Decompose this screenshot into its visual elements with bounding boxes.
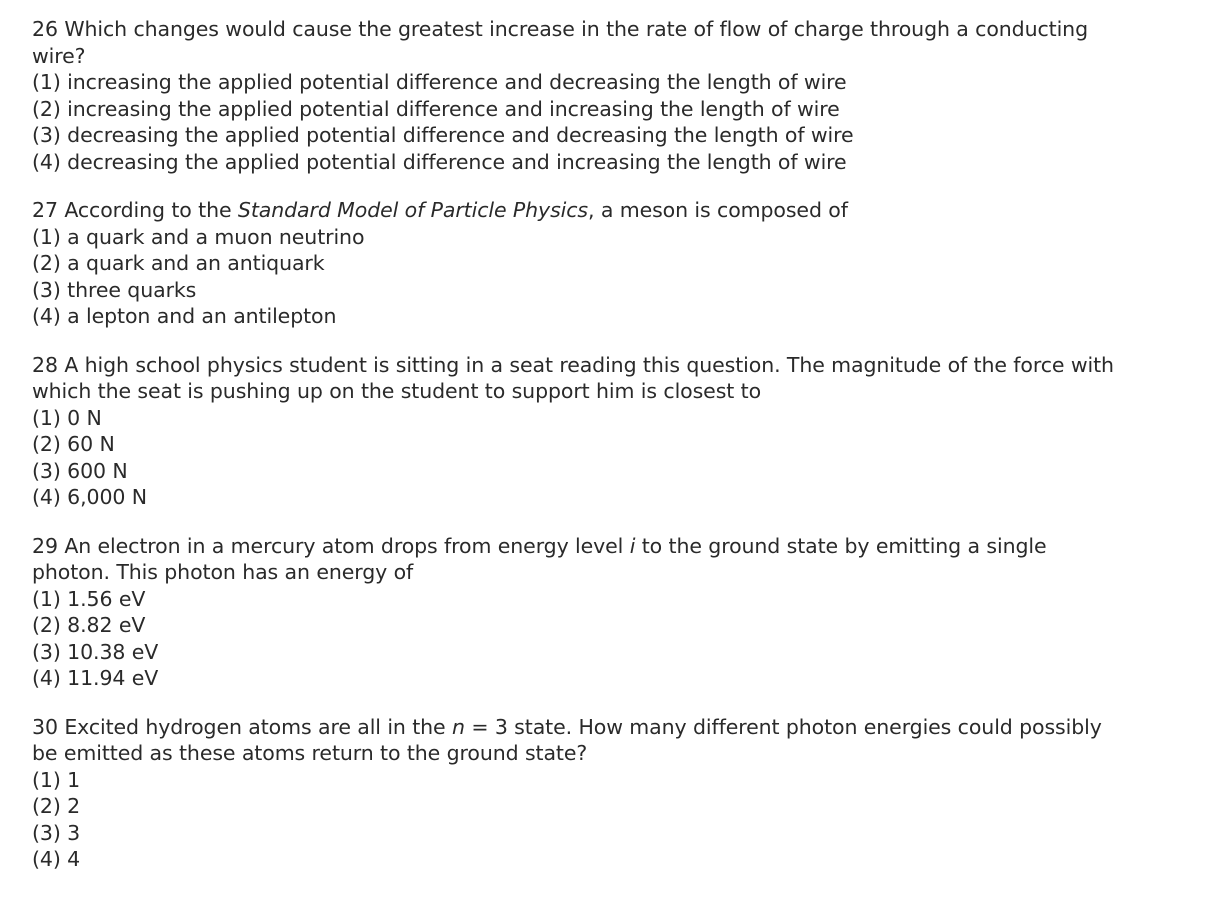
question-stem <box>32 352 1228 379</box>
answer-option-3: (3) 600 N <box>32 458 128 483</box>
answer-option-3: (3) 10.38 eV <box>32 639 159 664</box>
question-29 <box>32 533 1228 692</box>
answer-option-1: (1) 0 N <box>32 405 102 430</box>
question-stem <box>32 16 1228 43</box>
stem-text-end: , a meson is composed of <box>588 198 848 222</box>
question-30 <box>32 714 1228 873</box>
stem-text-end: = 3 state. How many different photon energies could possibly <box>464 714 1102 739</box>
answer-option-3: (3) three quarks <box>32 277 197 302</box>
stem-italic-term: Standard Model of Particle Physics <box>237 198 588 222</box>
stem-text-end: to the ground state by emitting a single <box>635 533 1047 558</box>
answer-option-4: (4) a lepton and an antilepton <box>32 304 337 328</box>
answer-option-1: (1) 1 <box>32 767 81 792</box>
stem-continuation: wire? <box>32 43 86 68</box>
question-stem <box>32 714 1228 741</box>
answer-option-2: (2) increasing the applied potential difference and increasing the length of wire <box>32 96 840 121</box>
question-number: 26 <box>32 17 58 41</box>
question-27 <box>32 197 1228 330</box>
answer-option-3: (3) decreasing the applied potential difference and decreasing the length of wire <box>32 123 854 147</box>
answer-option-4: (4) decreasing the applied potential difference and increasing the length of wire <box>32 149 847 174</box>
answer-option-2: (2) a quark and an antiquark <box>32 251 325 275</box>
stem-italic-variable: i <box>629 533 636 558</box>
question-stem <box>32 197 1228 224</box>
stem-text: According to the <box>64 198 238 222</box>
answer-option-4: (4) 6,000 N <box>32 485 147 509</box>
answer-option-1: (1) increasing the applied potential difference and decreasing the length of wire <box>32 70 847 94</box>
answer-option-2: (2) 2 <box>32 794 81 818</box>
answer-option-1: (1) 1.56 eV <box>32 586 146 611</box>
question-number: 29 <box>32 533 58 558</box>
answer-option-2: (2) 8.82 eV <box>32 613 146 637</box>
stem-text: Which changes would cause the greatest increase in the rate of flow of charge through a conducting <box>64 17 1088 41</box>
question-number: 27 <box>32 198 58 222</box>
question-stem <box>32 533 1228 560</box>
exam-page <box>32 16 1228 873</box>
stem-continuation: photon. This photon has an energy of <box>32 560 414 584</box>
answer-option-4: (4) 11.94 eV <box>32 666 159 690</box>
stem-italic-variable: n <box>452 714 465 739</box>
stem-continuation: be emitted as these atoms return to the ground state? <box>32 741 588 765</box>
question-number: 28 <box>32 352 58 377</box>
answer-option-3: (3) 3 <box>32 820 81 845</box>
question-28 <box>32 352 1228 511</box>
answer-option-1: (1) a quark and a muon neutrino <box>32 224 365 249</box>
stem-continuation: which the seat is pushing up on the student to support him is closest to <box>32 379 762 403</box>
stem-text: A high school physics student is sitting in a seat reading this question. The magnitude of the force with <box>64 352 1114 377</box>
question-number: 30 <box>32 714 58 739</box>
answer-option-2: (2) 60 N <box>32 432 115 456</box>
stem-text: An electron in a mercury atom drops from energy level <box>64 533 630 558</box>
question-26 <box>32 16 1228 175</box>
stem-text: Excited hydrogen atoms are all in the <box>64 714 452 739</box>
answer-option-4: (4) 4 <box>32 847 81 871</box>
